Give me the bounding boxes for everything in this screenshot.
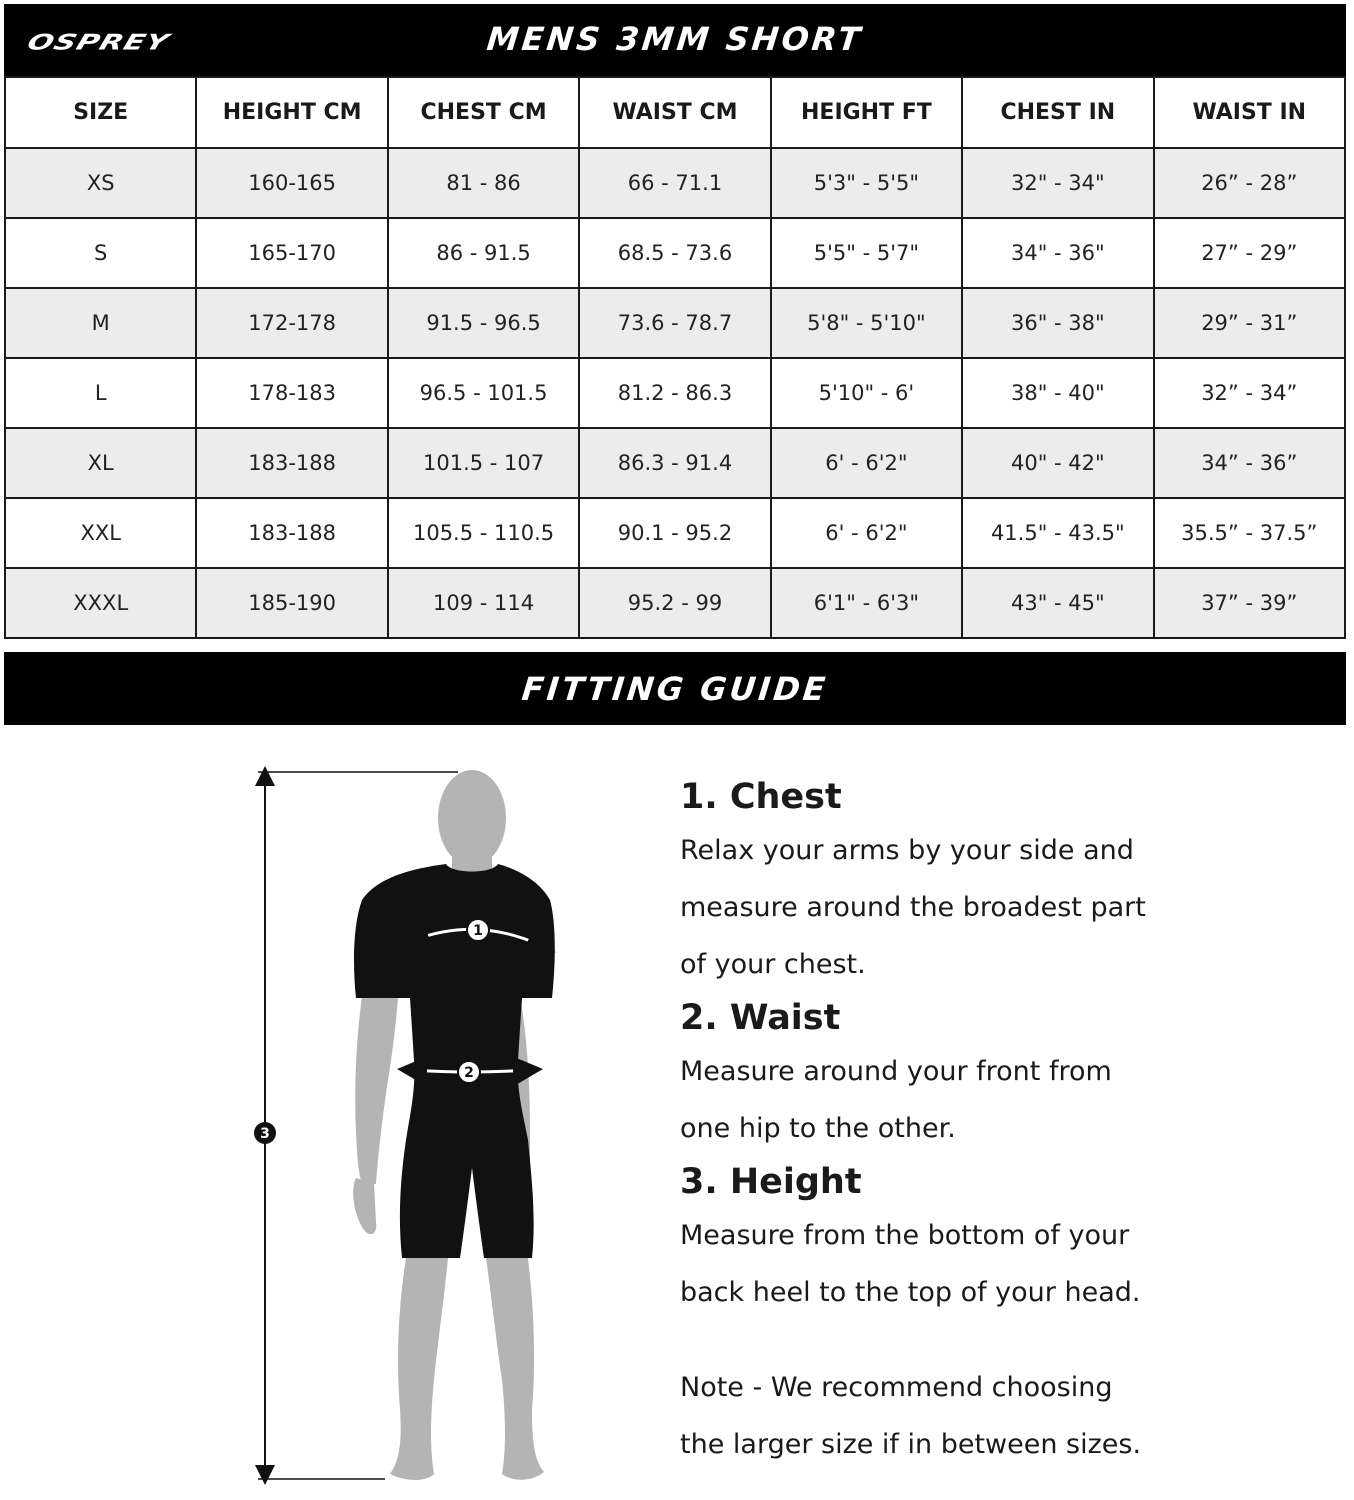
height-heading: 3. Height <box>680 1162 862 1202</box>
table-cell: 35.5” - 37.5” <box>1154 498 1345 568</box>
column-header-chest-in: CHEST IN <box>962 77 1153 148</box>
chest-instruction-line: Relax your arms by your side and <box>680 835 1134 866</box>
table-cell: 27” - 29” <box>1154 218 1345 288</box>
table-cell: 165-170 <box>196 218 387 288</box>
column-header-waist-in: WAIST IN <box>1154 77 1345 148</box>
table-cell: 185-190 <box>196 568 387 638</box>
table-row-l <box>5 358 1345 428</box>
table-cell: 90.1 - 95.2 <box>579 498 770 568</box>
height-instruction-line: Measure from the bottom of your <box>680 1220 1130 1251</box>
table-row-xl <box>5 428 1345 498</box>
table-cell: 41.5" - 43.5" <box>962 498 1153 568</box>
table-cell: 86.3 - 91.4 <box>579 428 770 498</box>
table-cell: 29” - 31” <box>1154 288 1345 358</box>
table-cell: 37” - 39” <box>1154 568 1345 638</box>
column-header-height-cm: HEIGHT CM <box>196 77 387 148</box>
column-header-chest-cm: CHEST CM <box>388 77 579 148</box>
table-cell: 5'5" - 5'7" <box>771 218 962 288</box>
note-line: Note - We recommend choosing <box>680 1372 1113 1403</box>
table-cell: 43" - 45" <box>962 568 1153 638</box>
height-instruction-line: back heel to the top of your head. <box>680 1277 1141 1308</box>
waist-marker-label: 2 <box>464 1065 474 1081</box>
table-cell: 95.2 - 99 <box>579 568 770 638</box>
table-cell: 81 - 86 <box>388 148 579 218</box>
height-marker-label: 3 <box>260 1126 270 1142</box>
figure-head <box>438 770 506 882</box>
table-cell: 101.5 - 107 <box>388 428 579 498</box>
table-cell: 96.5 - 101.5 <box>388 358 579 428</box>
table-cell: 5'3" - 5'5" <box>771 148 962 218</box>
table-cell: 66 - 71.1 <box>579 148 770 218</box>
waist-heading: 2. Waist <box>680 998 841 1038</box>
table-cell: 36" - 38" <box>962 288 1153 358</box>
table-row-s <box>5 218 1345 288</box>
table-cell: 160-165 <box>196 148 387 218</box>
size-chart-table <box>4 76 1346 639</box>
table-row-xxxl <box>5 568 1345 638</box>
table-cell: 68.5 - 73.6 <box>579 218 770 288</box>
table-header-row <box>5 77 1345 148</box>
fitting-guide-title: FITTING GUIDE <box>520 670 830 708</box>
table-cell: 34" - 36" <box>962 218 1153 288</box>
table-cell: 5'8" - 5'10" <box>771 288 962 358</box>
table-cell: 26” - 28” <box>1154 148 1345 218</box>
table-cell: 6' - 6'2" <box>771 498 962 568</box>
table-cell: 109 - 114 <box>388 568 579 638</box>
table-cell: 38" - 40" <box>962 358 1153 428</box>
table-cell: 172-178 <box>196 288 387 358</box>
table-cell: 81.2 - 86.3 <box>579 358 770 428</box>
chest-instruction-line: of your chest. <box>680 949 866 980</box>
table-cell: XL <box>5 428 196 498</box>
table-cell: L <box>5 358 196 428</box>
table-cell: M <box>5 288 196 358</box>
waist-instruction-line: one hip to the other. <box>680 1113 956 1144</box>
table-cell: 178-183 <box>196 358 387 428</box>
figure-legs <box>390 1258 544 1480</box>
note-line: the larger size if in between sizes. <box>680 1429 1142 1460</box>
table-cell: S <box>5 218 196 288</box>
fitting-instructions <box>680 772 1300 1473</box>
table-row-xs <box>5 148 1345 218</box>
table-cell: 73.6 - 78.7 <box>579 288 770 358</box>
table-cell: XXL <box>5 498 196 568</box>
body-measurement-figure <box>240 760 620 1500</box>
table-cell: 32” - 34” <box>1154 358 1345 428</box>
fitting-guide-banner <box>4 652 1346 725</box>
table-cell: 105.5 - 110.5 <box>388 498 579 568</box>
table-row-m <box>5 288 1345 358</box>
table-cell: 91.5 - 96.5 <box>388 288 579 358</box>
table-cell: 6' - 6'2" <box>771 428 962 498</box>
table-cell: 34” - 36” <box>1154 428 1345 498</box>
chest-instruction-line: measure around the broadest part <box>680 892 1146 923</box>
table-cell: 40" - 42" <box>962 428 1153 498</box>
chest-marker-label: 1 <box>473 923 483 939</box>
table-cell: 6'1" - 6'3" <box>771 568 962 638</box>
table-cell: 32" - 34" <box>962 148 1153 218</box>
waist-instruction-line: Measure around your front from <box>680 1056 1112 1087</box>
chest-heading: 1. Chest <box>680 777 842 817</box>
table-cell: 183-188 <box>196 498 387 568</box>
height-marker <box>254 1122 276 1144</box>
column-header-height-ft: HEIGHT FT <box>771 77 962 148</box>
chart-title: MENS 3MM SHORT <box>485 20 865 58</box>
table-cell: 86 - 91.5 <box>388 218 579 288</box>
table-cell: XS <box>5 148 196 218</box>
table-cell: XXXL <box>5 568 196 638</box>
column-header-waist-cm: WAIST CM <box>579 77 770 148</box>
column-header-size: SIZE <box>5 77 196 148</box>
table-cell: 183-188 <box>196 428 387 498</box>
table-row-xxl <box>5 498 1345 568</box>
header-banner <box>4 4 1346 76</box>
table-cell: 5'10" - 6' <box>771 358 962 428</box>
brand-logo: OSPREY <box>23 29 173 56</box>
